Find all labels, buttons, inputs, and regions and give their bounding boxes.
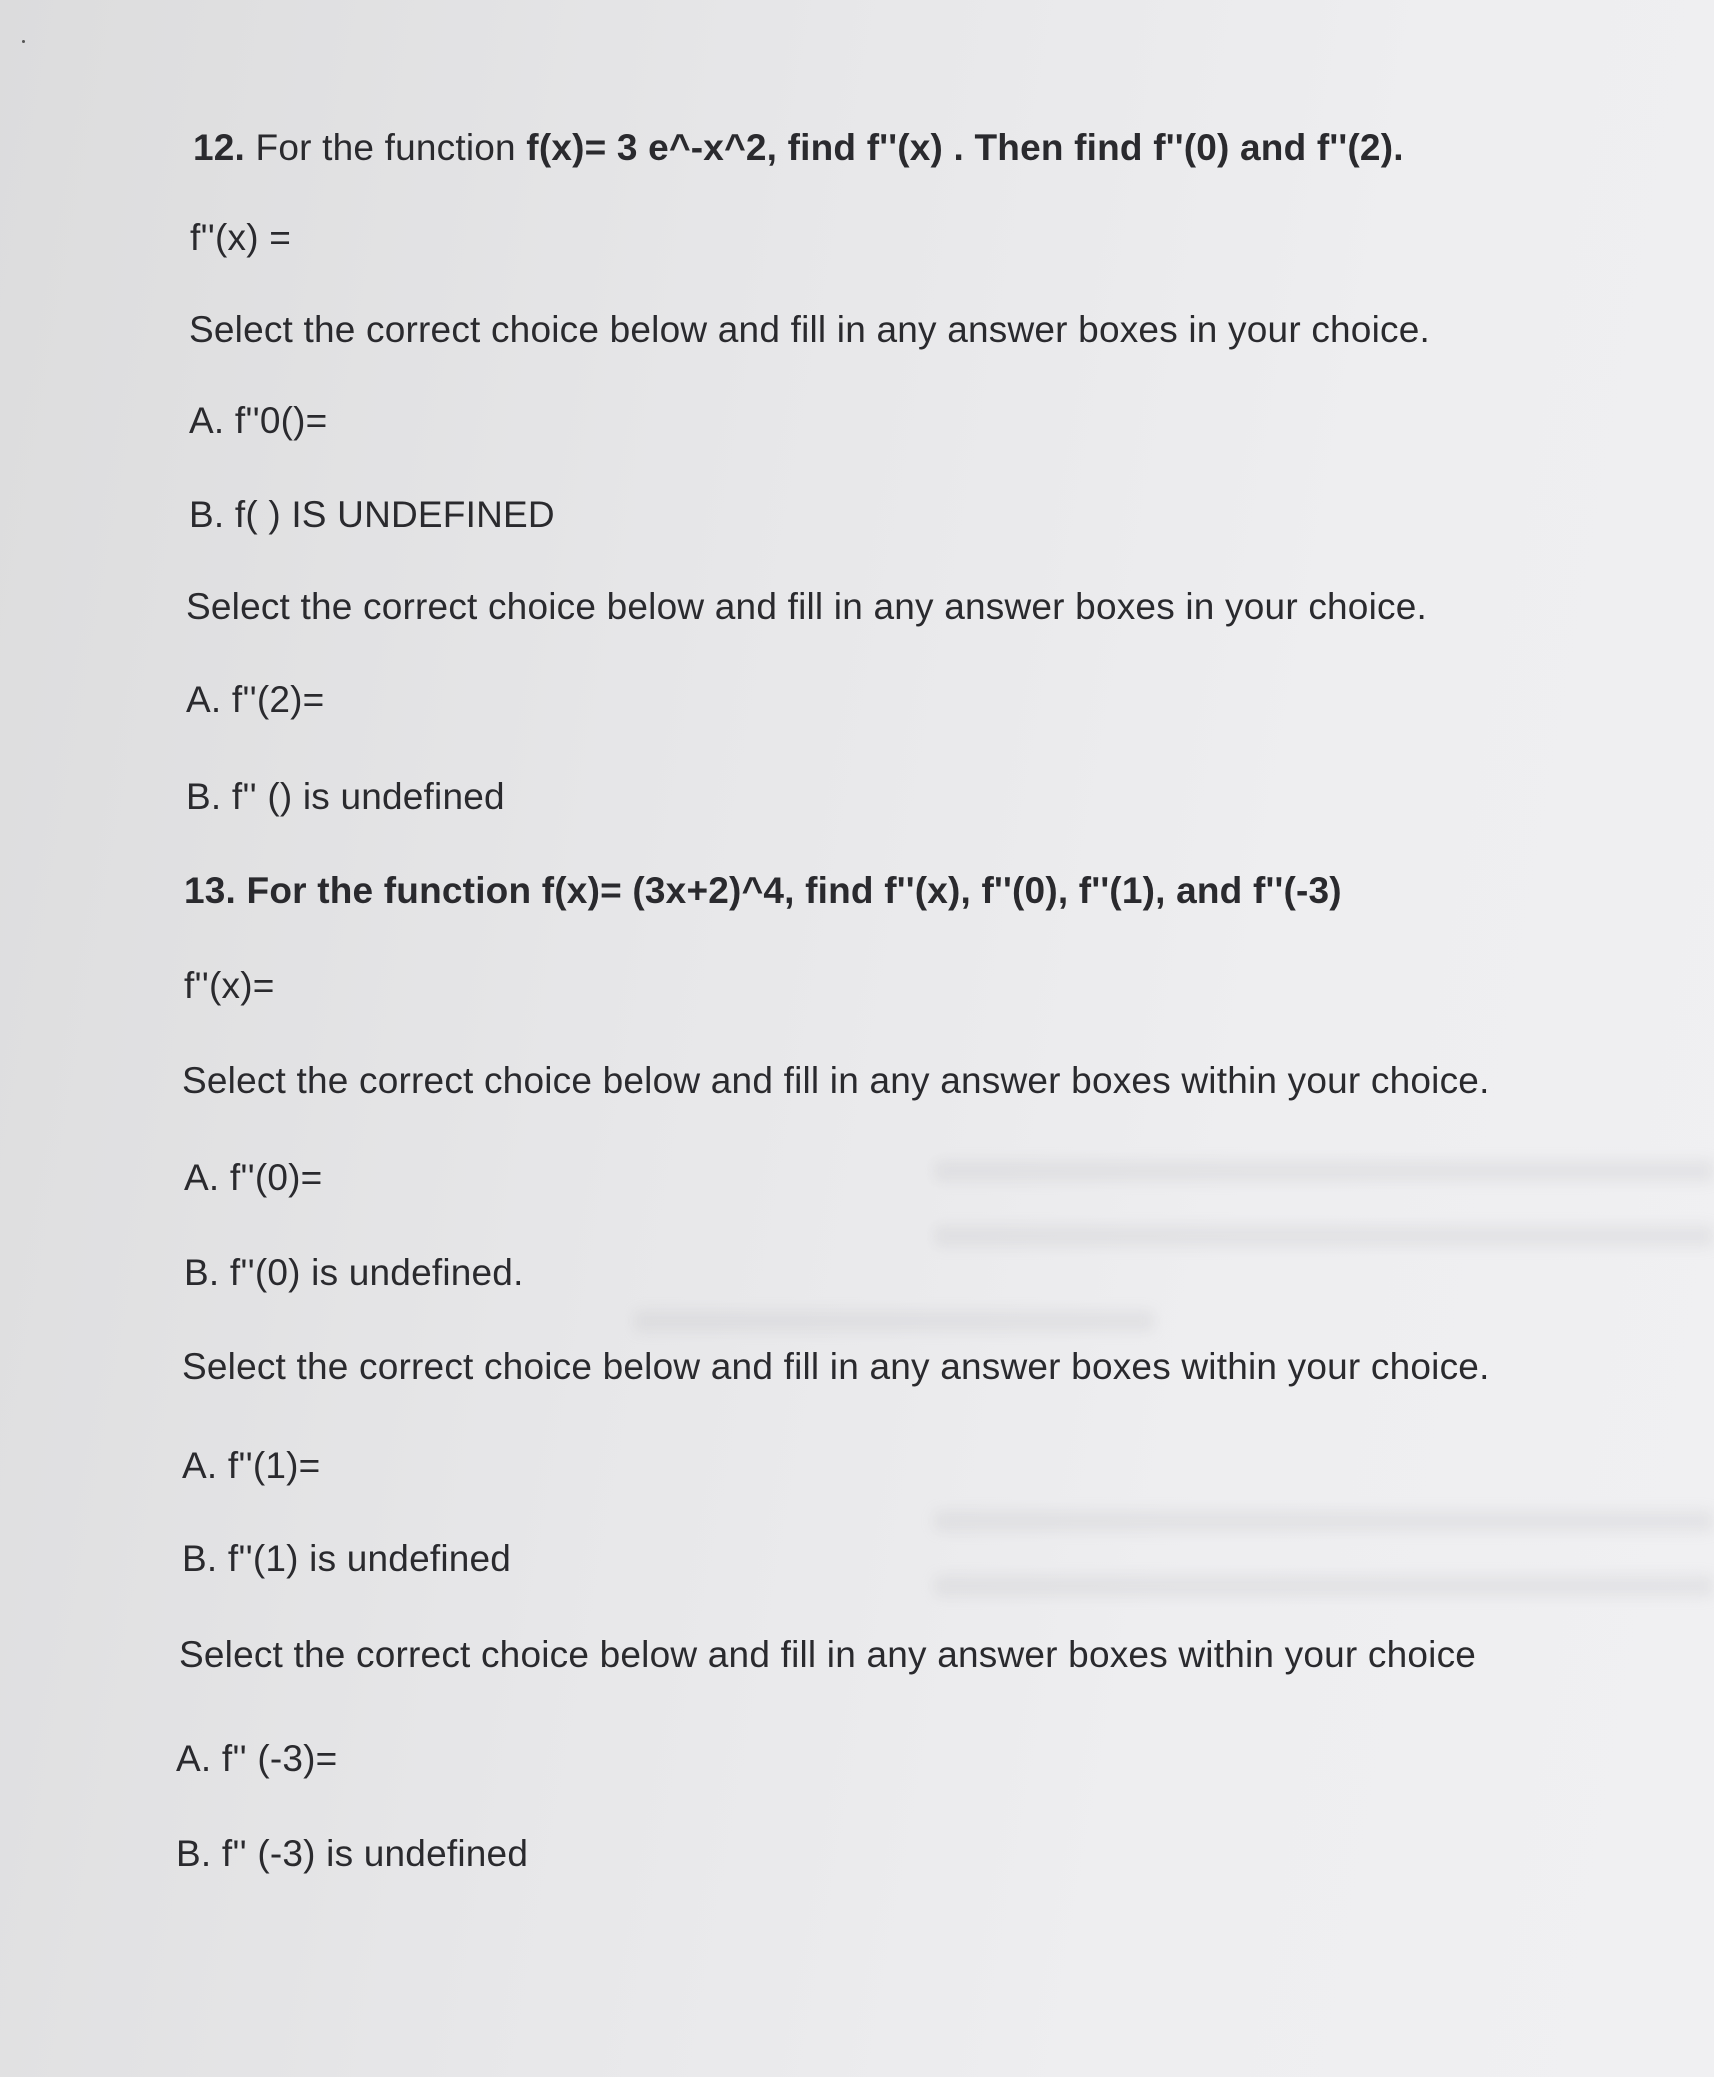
q13-choice-2b: B. f''(1) is undefined bbox=[182, 1538, 512, 1579]
bleed-through-mark bbox=[934, 1225, 1714, 1247]
q12-choice-1b: B. f( ) IS UNDEFINED bbox=[189, 494, 555, 535]
q12-choice-2a: A. f''(2)= bbox=[186, 679, 325, 720]
q12-prompt-function: f(x)= 3 e^-x^2, find f''(x) . Then find f''(0) and f''(2). bbox=[526, 127, 1404, 168]
q13-fx-label: f''(x)= bbox=[184, 965, 275, 1006]
bleed-through-mark bbox=[934, 1575, 1714, 1597]
q13-choice-1b: B. f''(0) is undefined. bbox=[184, 1252, 524, 1293]
q13-instruction-3: Select the correct choice below and fill in any answer boxes within your choice bbox=[179, 1634, 1477, 1675]
q13-choice-1a: A. f''(0)= bbox=[184, 1157, 323, 1198]
paper-speck bbox=[22, 40, 25, 43]
q12-prompt bbox=[193, 126, 1404, 170]
q12-instruction-1: Select the correct choice below and fill in any answer boxes in your choice. bbox=[189, 309, 1430, 350]
q13-choice-3a: A. f'' (-3)= bbox=[176, 1738, 338, 1779]
q13-choice-2a: A. f''(1)= bbox=[182, 1445, 321, 1486]
q12-choice-2b: B. f'' () is undefined bbox=[186, 776, 505, 817]
bleed-through-mark bbox=[934, 1160, 1714, 1182]
bleed-through-mark bbox=[934, 1510, 1714, 1532]
q13-prompt: 13. For the function f(x)= (3x+2)^4, find f''(x), f''(0), f''(1), and f''(-3) bbox=[184, 870, 1342, 911]
q13-choice-3b: B. f'' (-3) is undefined bbox=[176, 1833, 529, 1874]
q12-prompt-text: For the function bbox=[255, 127, 527, 168]
q12-choice-1a: A. f''0()= bbox=[189, 400, 328, 441]
q12-number: 12. bbox=[193, 127, 246, 168]
q12-fx-label: f''(x) = bbox=[190, 217, 292, 258]
q13-instruction-1: Select the correct choice below and fill in any answer boxes within your choice. bbox=[182, 1060, 1490, 1101]
q12-instruction-2: Select the correct choice below and fill in any answer boxes in your choice. bbox=[186, 586, 1427, 627]
q13-instruction-2: Select the correct choice below and fill in any answer boxes within your choice. bbox=[182, 1346, 1490, 1387]
bleed-through-mark bbox=[634, 1310, 1154, 1332]
